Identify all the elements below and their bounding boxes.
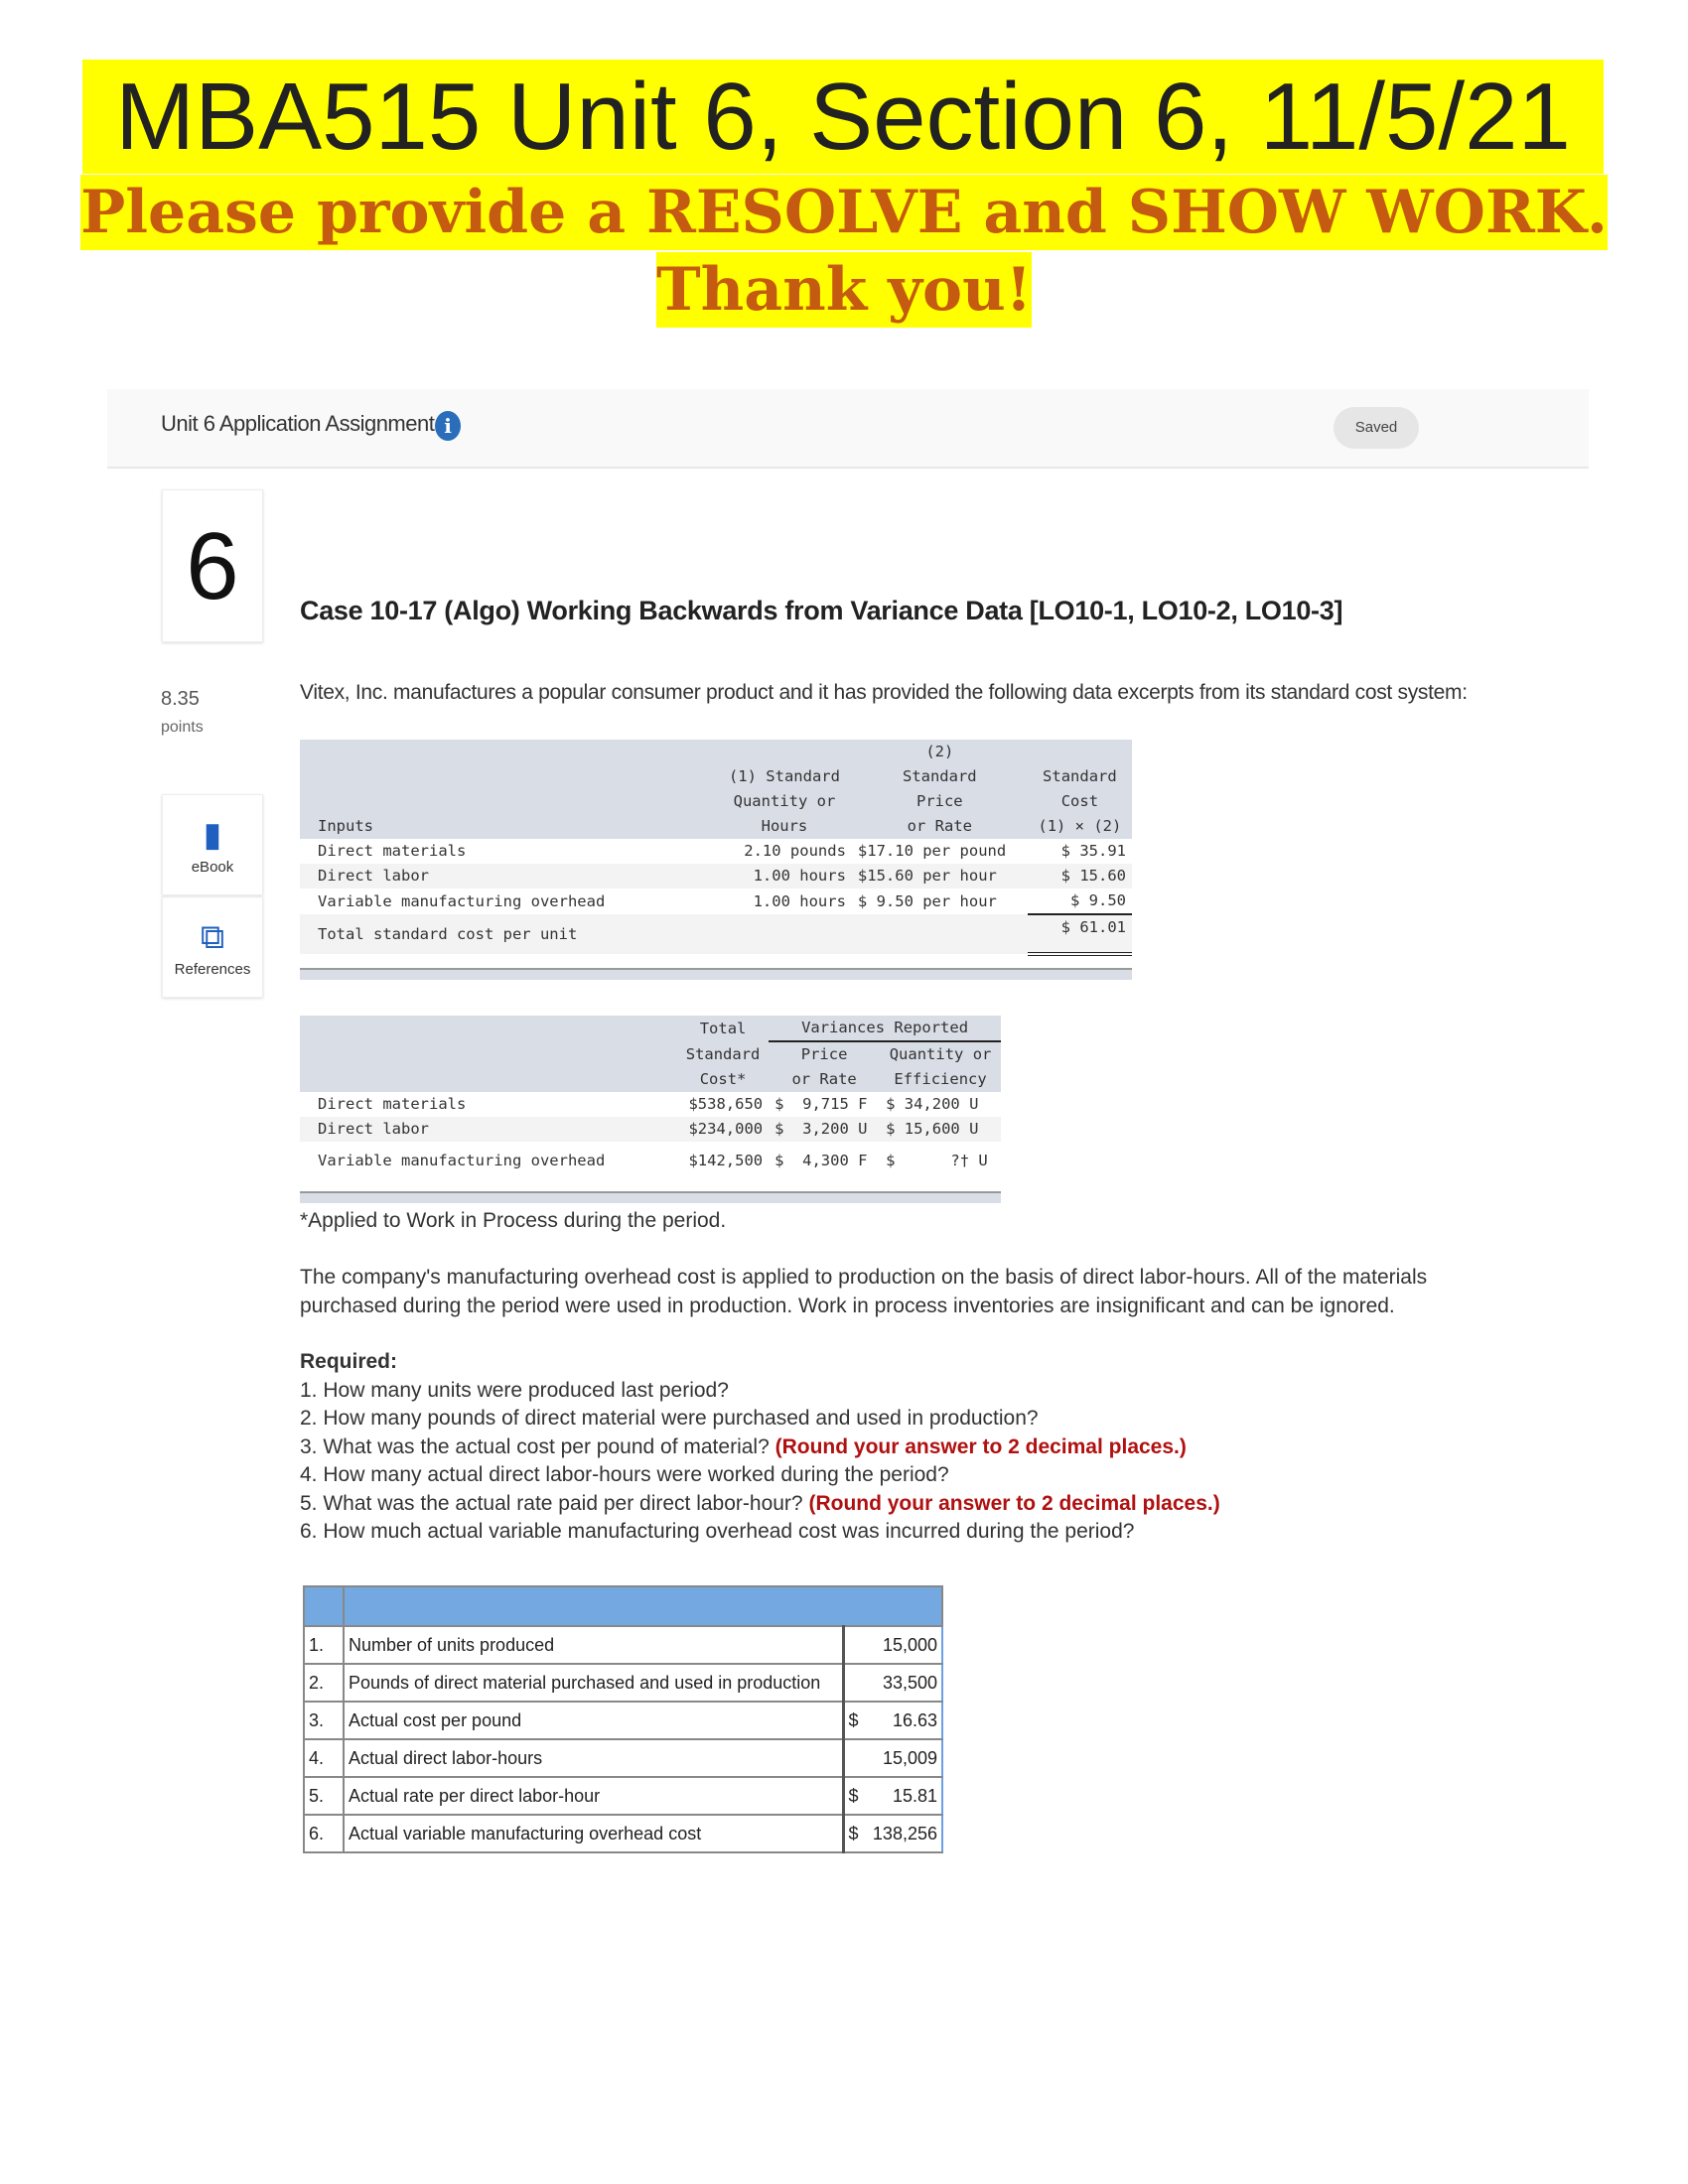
table-row (300, 914, 1132, 954)
required-text: 4. How many actual direct labor-hours were worked during the period? (300, 1463, 949, 1486)
row-number: 1. (304, 1626, 344, 1664)
answer-input[interactable] (843, 1626, 942, 1664)
saved-badge: Saved (1334, 407, 1419, 449)
cell: $234,000 (688, 1120, 764, 1138)
required-item (300, 1518, 1220, 1547)
question-intro: Vitex, Inc. manufactures a popular consumer product and it has provided the following data excerpts from its standard cost system: (300, 681, 1468, 704)
required-item (300, 1405, 1220, 1433)
cell: Direct materials (318, 1095, 467, 1113)
row-number: 5. (304, 1777, 344, 1815)
answer-value: 15.81 (892, 1785, 937, 1806)
references-label: References (174, 961, 251, 978)
question-title: Case 10-17 (Algo) Working Backwards from Variance Data [LO10-1, LO10-2, LO10-3] (300, 596, 1343, 625)
required-text: 2. How many pounds of direct material were purchased and used in production? (300, 1407, 1039, 1430)
standard-cost-table (300, 740, 1132, 980)
cell: $ 3,200 U (774, 1120, 868, 1138)
answer-input[interactable] (843, 1777, 942, 1815)
answer-row (304, 1664, 942, 1702)
col-header: Quantity or (733, 792, 836, 810)
documents-icon: ⧉ (200, 918, 225, 956)
answer-label: Actual direct labor-hours (344, 1739, 843, 1777)
question-number: 6 (162, 489, 263, 642)
answer-label: Actual cost per pound (344, 1702, 843, 1739)
required-item (300, 1490, 1220, 1519)
table-row (300, 864, 1132, 888)
answer-table (303, 1585, 943, 1853)
col-header: Price (915, 792, 963, 810)
col-header: Total (699, 1019, 747, 1037)
col-header: Cost (1060, 792, 1099, 810)
answer-label: Actual rate per direct labor-hour (344, 1777, 843, 1815)
answer-row (304, 1626, 942, 1664)
table-row (300, 839, 1132, 864)
col-header: (1) × (2) (1038, 817, 1122, 835)
cell: $ 15.60 (1060, 867, 1126, 885)
cell: $ ?† U (886, 1151, 988, 1169)
col-header: (2) (925, 743, 954, 760)
col-header: Quantity or (889, 1045, 992, 1063)
answer-label: Pounds of direct material purchased and used in production (344, 1664, 843, 1702)
banner-line-2-text: Thank you! (656, 252, 1032, 328)
row-number: 4. (304, 1739, 344, 1777)
table-row (300, 1117, 1001, 1142)
row-number: 3. (304, 1702, 344, 1739)
required-item (300, 1377, 1220, 1406)
col-header: (1) Standard (728, 767, 840, 785)
col-header: Inputs (318, 817, 373, 835)
points-value: 8.35 (161, 688, 200, 710)
cell: $ 15,600 U (886, 1120, 979, 1138)
variance-table (300, 1016, 1001, 1203)
cell: $ 4,300 F (774, 1151, 868, 1169)
cell: $ 34,200 U (886, 1095, 979, 1113)
answer-value: 15,000 (882, 1634, 937, 1655)
cell: Direct materials (318, 842, 467, 860)
row-number: 6. (304, 1815, 344, 1852)
col-header: Variances Reported (769, 1016, 1001, 1041)
answer-input[interactable] (843, 1702, 942, 1739)
table-row (300, 1092, 1001, 1117)
dollar-sign: $ (848, 1823, 859, 1843)
required-text: 1. How many units were produced last period? (300, 1378, 729, 1402)
table-row (300, 1142, 1001, 1179)
banner-line-1-text: Please provide a RESOLVE and SHOW WORK. (80, 175, 1608, 250)
cell: $15.60 per hour (857, 867, 997, 885)
answer-value: 138,256 (872, 1823, 937, 1843)
answer-input[interactable] (843, 1739, 942, 1777)
cell: $ 61.01 (1028, 914, 1132, 954)
ebook-label: eBook (191, 859, 234, 876)
cell: $ 9,715 F (774, 1095, 868, 1113)
ebook-button[interactable] (162, 794, 263, 895)
answer-label: Number of units produced (344, 1626, 843, 1664)
cell: $ 9.50 per hour (857, 891, 997, 910)
rounding-note: (Round your answer to 2 decimal places.) (808, 1491, 1220, 1515)
answer-row (304, 1777, 942, 1815)
cell: Direct labor (318, 1120, 429, 1138)
required-text: 3. What was the actual cost per pound of material? (300, 1434, 775, 1458)
cell: 1.00 hours (753, 867, 846, 885)
cell: $ 35.91 (1060, 842, 1126, 860)
book-icon: ▮ (203, 816, 222, 854)
answer-row (304, 1815, 942, 1852)
assignment-title: Unit 6 Application Assignment (161, 411, 435, 436)
answer-value: 16.63 (892, 1709, 937, 1730)
cell: Total standard cost per unit (318, 925, 578, 943)
answer-row (304, 1739, 942, 1777)
col-header: Price (800, 1045, 848, 1063)
cell: Variable manufacturing overhead (318, 891, 606, 910)
footnote: *Applied to Work in Process during the period. (300, 1209, 727, 1232)
cell: Direct labor (318, 867, 429, 885)
required-item (300, 1433, 1220, 1462)
required-section (300, 1348, 1220, 1547)
col-header: or Rate (907, 817, 972, 835)
table-row (300, 888, 1132, 914)
banner-title: MBA515 Unit 6, Section 6, 11/5/21 (82, 60, 1604, 174)
info-icon[interactable]: i (435, 411, 461, 441)
answer-value: 33,500 (882, 1672, 937, 1693)
cell: $142,500 (688, 1151, 764, 1169)
col-header: Cost* (699, 1070, 747, 1088)
cell: 2.10 pounds (744, 842, 846, 860)
col-header: Standard (1043, 767, 1117, 785)
answer-value: 15,009 (882, 1747, 937, 1768)
answer-input[interactable] (843, 1664, 942, 1702)
required-text: 6. How much actual variable manufacturing overhead cost was incurred during the period? (300, 1520, 1135, 1543)
answer-label: Actual variable manufacturing overhead cost (344, 1815, 843, 1852)
scrollbar[interactable] (300, 968, 1132, 980)
cell: $ 9.50 (1028, 888, 1132, 914)
col-header: or Rate (791, 1070, 857, 1088)
scrollbar[interactable] (300, 1191, 1001, 1203)
cell: $538,650 (688, 1095, 764, 1113)
answer-input[interactable] (843, 1815, 942, 1852)
cell: Variable manufacturing overhead (318, 1152, 606, 1169)
description-paragraph: The company's manufacturing overhead cost is applied to production on the basis of direct labor-hours. All of the materials purchased during the period were used in production. Work in process inventories are insignificant and can be ignored. (300, 1266, 1428, 1317)
references-button[interactable] (162, 896, 263, 998)
cell: 1.00 hours (753, 891, 846, 910)
col-header: Standard (902, 767, 977, 785)
row-number: 2. (304, 1664, 344, 1702)
rounding-note: (Round your answer to 2 decimal places.) (774, 1434, 1187, 1458)
required-label: Required: (300, 1350, 398, 1373)
cell: $17.10 per pound (857, 842, 1007, 860)
answer-row (304, 1702, 942, 1739)
points-label: points (161, 719, 204, 736)
required-item (300, 1461, 1220, 1490)
col-header: Hours (761, 817, 808, 835)
banner-line-1 (0, 175, 1688, 250)
dollar-sign: $ (848, 1709, 859, 1730)
banner-line-2 (0, 252, 1688, 328)
dollar-sign: $ (848, 1785, 859, 1806)
required-text: 5. What was the actual rate paid per direct labor-hour? (300, 1491, 809, 1515)
col-header: Standard (685, 1044, 761, 1063)
col-header: Efficiency (894, 1070, 987, 1088)
